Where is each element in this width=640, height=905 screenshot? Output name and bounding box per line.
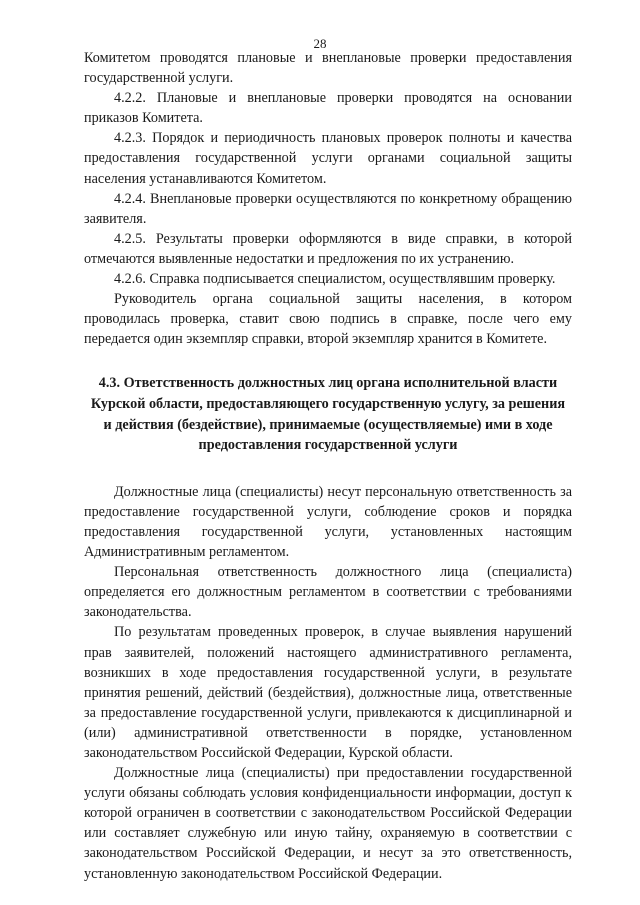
paragraph-4-2-6: 4.2.6. Справка подписывается специалистом, осуществлявшим проверку. <box>114 271 556 288</box>
paragraph-4-2-2: 4.2.2. Плановые и внеплановые проверки проводятся на основании приказов Комитета. <box>84 90 572 127</box>
paragraph-personal-responsibility: Должностные лица (специалисты) несут персональную ответственность за предоставление государственной услуги, соблюдение сроков и порядка предоставления государственной услуги, установленных настоящим Административным регламентом. <box>84 483 572 561</box>
section-heading-4-3: 4.3. Ответственность должностных лиц органа исполнительной власти Курской области, предоставляющего государственную услугу, за решения и действия (бездействие), принимаемые (осуществляемые) ими в ходе предоставления государственной услуги <box>90 375 566 454</box>
paragraph-4-2-4: 4.2.4. Внеплановые проверки осуществляются по конкретному обращению заявителя. <box>84 190 572 227</box>
paragraph-4-2-5: 4.2.5. Результаты проверки оформляются в виде справки, в которой отмечаются выявленные недостатки и предложения по их устранению. <box>84 230 572 267</box>
paragraph-4-2-3: 4.2.3. Порядок и периодичность плановых проверок полноты и качества предоставления государственной услуги органами социальной защиты населения устанавливаются Комитетом. <box>84 130 572 187</box>
paragraph-confidentiality: Должностные лица (специалисты) при предоставлении государственной услуги обязаны соблюдать условия конфиденциальности информации, доступ к которой ограничен в соответствии с законодательством Российской Федерации или составляет служебную или иную тайну, охраняемую в соответствии с законодательством Российской Федерации, и несут за это ответственность, установленную законодательством Российской Федерации. <box>84 765 572 882</box>
paragraph-inspection-results: По результатам проведенных проверок, в случае выявления нарушений прав заявителей, положений настоящего административного регламента, возникших в ходе предоставления государственной услуги, в результате принятия решений, действий (бездействия), должностные лица, ответственные за предоставление государственной услуги, привлекаются к дисциплинарной и (или) административной ответственности в порядке, установленном законодательством Российской Федерации, Курской области. <box>84 624 572 761</box>
paragraph-job-regulation: Персональная ответственность должностного лица (специалиста) определяется его должностным регламентом в соответствии с требованиями законодательства. <box>84 564 572 621</box>
page-number: 28 <box>313 36 327 51</box>
paragraph-head-signature: Руководитель органа социальной защиты населения, в котором проводилась проверка, ставит свою подпись в справке, после чего ему передается один экземпляр справки, второй экземпляр хранится в Комитете. <box>84 291 572 348</box>
document-body <box>84 48 572 884</box>
paragraph-continuation: Комитетом проводятся плановые и внеплановые проверки предоставления государственной услуги. <box>84 50 572 87</box>
